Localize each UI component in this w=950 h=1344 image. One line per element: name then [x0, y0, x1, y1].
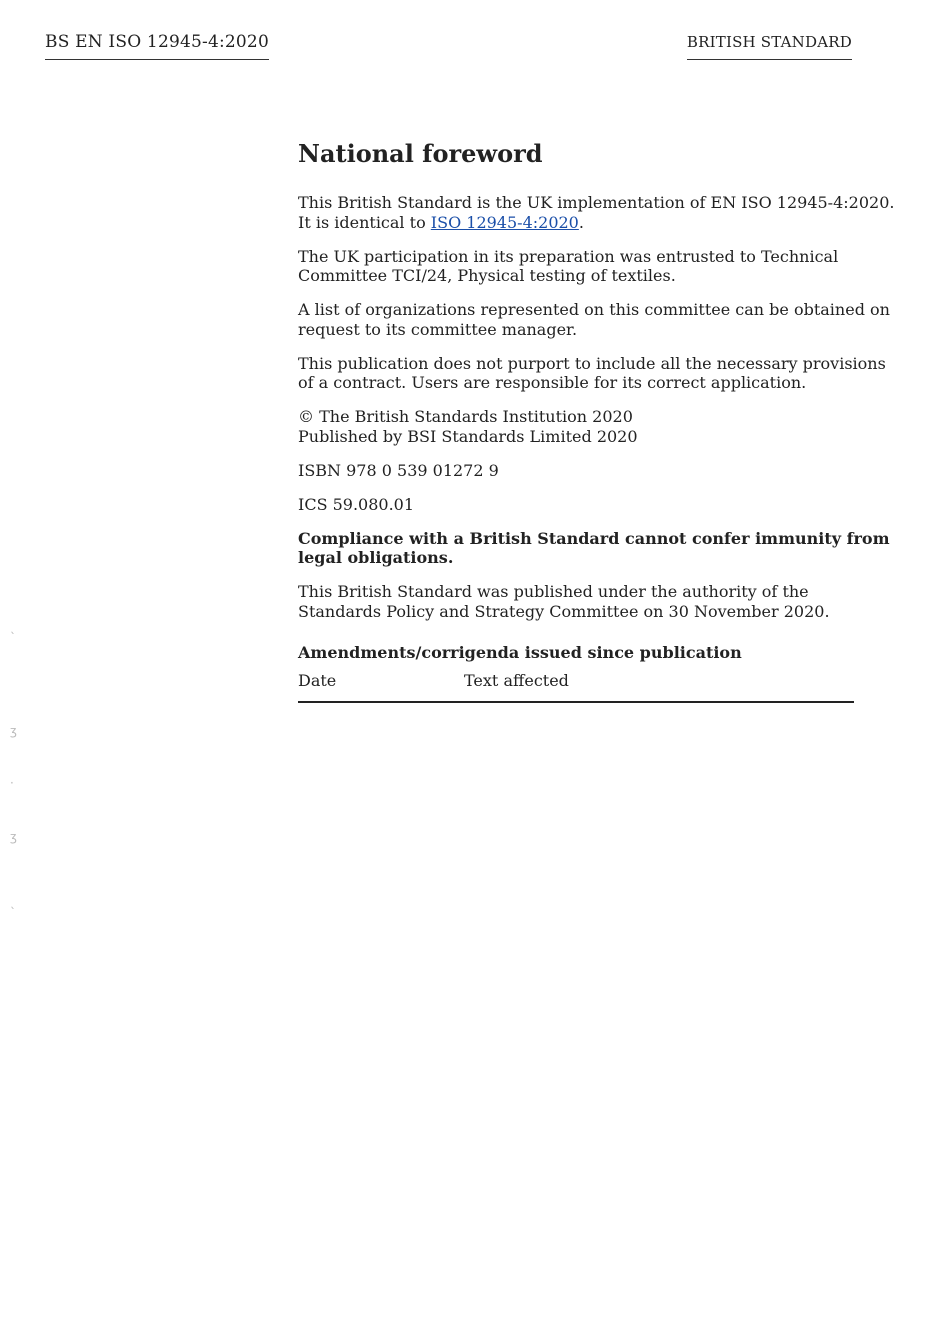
compliance-paragraph — [298, 528, 890, 568]
copyright-paragraph — [298, 407, 854, 446]
copyright-line: © The British Standards Institution 2020 — [298, 407, 633, 426]
participation-paragraph — [298, 247, 854, 286]
margin-scan-marks: ˎ ʒ · ʒ ˎ — [10, 620, 17, 909]
authority-line-2: Standards Policy and Strategy Committee on 30 November 2020. — [298, 601, 830, 621]
text-affected-column-header: Text affected — [464, 671, 569, 690]
organizations-line-1: A list of organizations represented on this committee can be obtained on — [298, 300, 890, 319]
ics-paragraph — [298, 495, 854, 515]
authority-line-1: This British Standard was published under the authority of the — [298, 582, 809, 601]
iso-standard-link[interactable]: ISO 12945-4:2020 — [430, 212, 579, 232]
date-column-header: Date — [298, 671, 337, 690]
standard-type-header: BRITISH STANDARD — [687, 32, 852, 60]
publisher-line: Published by BSI Standards Limited 2020 — [298, 426, 638, 446]
implementation-paragraph — [298, 193, 895, 232]
identical-suffix: . — [578, 212, 584, 232]
foreword-content — [298, 138, 895, 703]
compliance-line-2: legal obligations. — [298, 548, 454, 567]
provisions-paragraph — [298, 353, 886, 393]
provisions-line-2: of a contract. Users are responsible for its correct application. — [298, 373, 807, 392]
ics-line: ICS 59.080.01 — [298, 494, 415, 514]
isbn-line: ISBN 978 0 539 01272 9 — [298, 460, 499, 480]
isbn-paragraph — [298, 461, 854, 481]
implementation-line-2 — [298, 213, 854, 233]
authority-paragraph — [298, 582, 854, 621]
compliance-line-1: Compliance with a British Standard cannot confer immunity from — [298, 528, 890, 548]
document-number-header: BS EN ISO 12945-4:2020 — [45, 31, 269, 60]
organizations-line-2: request to its committee manager. — [298, 319, 578, 339]
amendments-table-header — [298, 671, 854, 703]
participation-line-1: The UK participation in its preparation was entrusted to Technical — [298, 246, 839, 266]
identical-prefix: It is identical to — [298, 212, 431, 232]
participation-line-2: Committee TCI/24, Physical testing of textiles. — [298, 266, 676, 285]
provisions-line-1: This publication does not purport to include all the necessary provisions — [298, 353, 886, 373]
organizations-paragraph — [298, 300, 890, 339]
page-title: National foreword — [298, 139, 543, 168]
amendments-heading: Amendments/corrigenda issued since publication — [298, 643, 742, 662]
implementation-line-1: This British Standard is the UK implementation of EN ISO 12945-4:2020. — [298, 193, 895, 212]
